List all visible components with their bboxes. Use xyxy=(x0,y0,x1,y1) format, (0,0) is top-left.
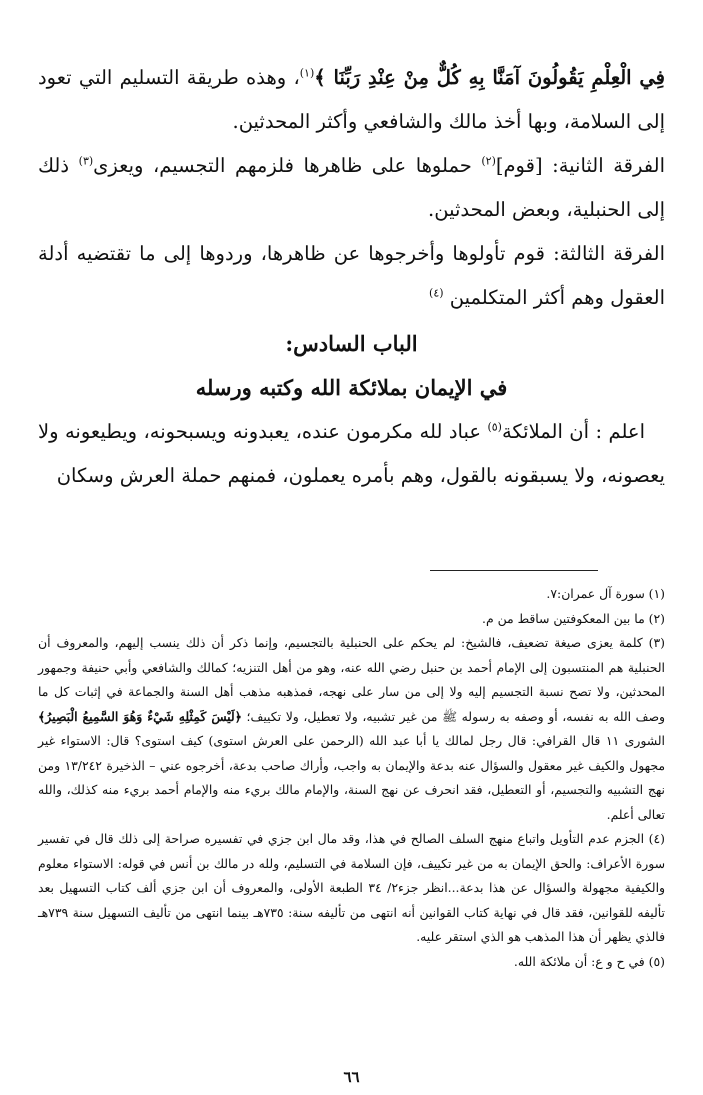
paragraph-2-text-c: ذلك إلى الحنبلية، وبعض المحدثين. xyxy=(38,154,665,221)
chapter-title: في الإيمان بملائكة الله وكتبه ورسله xyxy=(195,375,508,400)
footnotes xyxy=(38,582,665,974)
paragraph-2-text-b: حملوها على ظاهرها فلزمهم التجسيم، ويعزى xyxy=(93,154,482,177)
paragraph-3 xyxy=(38,232,665,320)
footnote-ref-5: (٥) xyxy=(487,420,502,434)
paragraph-4-text-b: عباد لله مكرمون عنده، يعبدونه ويسبحونه، ويطيعونه ولا يعصونه، ولا يسبقونه بالقول، وهم بأمره يعملون، فمنهم حملة العرش وسكان xyxy=(38,420,665,487)
footnote-divider xyxy=(430,570,598,571)
paragraph-2-text-a: الفرقة الثانية: [قوم] xyxy=(495,154,665,177)
footnote-ref-4: (٤) xyxy=(429,286,444,300)
footnote-3-text-b: الشورى ١١ قال القرافي: قال رجل لمالك يا أبا عبد الله (الرحمن على العرش استوى) كيف استوى؟ قال: الاستواء غير مجهول والكيف غير معقول والسؤال عنه بدعة والإيمان به واجب، وأراك صاحب بدعة، أخرجوه عني – الذخيرة ١٣/٢٤٢ ومن نهج التشبيه والتجسيم، أو التعطيل، فقد انحرف عن نهج السنة، والإمام مالك بريء منه والإمام أحمد بريء منه كذلك، والله تعالى أعلم. xyxy=(38,733,665,822)
paragraph-1 xyxy=(38,56,665,144)
paragraph-3-text: الفرقة الثالثة: قوم تأولوها وأخرجوها عن ظاهرها، وردوها إلى ما تقتضيه أدلة العقول وهم أكثر المتكلمين xyxy=(38,242,665,309)
footnote-4: (٤) الجزم عدم التأويل واتباع منهج السلف الصالح في هذا، وقد مال ابن جزي في تفسيره صراحة إلى ذلك قال في تفسير سورة الأعراف: والحق الإيمان به من غير تكييف، فإن السلامة في التسليم، ولله در مالك بن أنس في قوله: الاستواء معلوم والكيفية مجهولة والسؤال عن هذا بدعة...انظر جزء٢/ ٣٤ الطبعة الأولى، والمعروف أن ابن جزي ألف كتاب التسهيل بعد تأليفه للقوانين، فقد قال في نهاية كتاب القوانين أنه انتهى من تأليفه سنة: ٧٣٥هـ بينما انتهى من تأليف التسهيل سنة ٧٣٩هـ فالذي يظهر أن هذا المذهب هو الذي استقر عليه. xyxy=(38,831,665,944)
paragraph-1-text: ، وهذه طريقة التسليم التي تعود إلى السلامة، وبها أخذ مالك والشافعي وأكثر المحدثين. xyxy=(38,66,665,133)
footnote-3 xyxy=(38,631,665,827)
footnote-3-verse: ﴿لَيْسَ كَمِثْلِهِ شَيْءٌ وَهُوَ السَّمِيعُ الْبَصِيرُ﴾ xyxy=(38,708,242,724)
footnote-ref-1: (١) xyxy=(299,66,315,80)
footnote-5: (٥) في ح و ع: أن ملائكة الله. xyxy=(513,953,665,969)
paragraph-2 xyxy=(38,144,665,232)
paragraph-4-text-a: اعلم : أن الملائكة xyxy=(501,420,645,443)
main-text xyxy=(38,56,665,498)
quran-verse: فِي الْعِلْمِ يَقُولُونَ آمَنَّا بِهِ كُلٌّ مِنْ عِنْدِ رَبِّنَا ﴾ xyxy=(314,66,665,89)
footnote-3-text-a: (٣) كلمة يعزى صيغة تضعيف، فالشيخ: لم يحكم على الحنبلية بالتجسيم، وإنما ذكر أن ذلك ينسب إليهم، والمعروف أن الحنبلية هم المنتسبون إلى الإمام أحمد بن حنبل رضي الله عنه، وهو من أهل التنزيه؛ كمالك والشافعي وأبي حنيفة وجمهور المحدثين، ولا تصح نسبة التجسيم إليه ولا إلى من سار على نهجه، فمذهبه مذهب أهل السنة والجماعة في إثبات كل ما وصف الله به نفسه، أو وصفه به رسوله ﷺ من غير تشبيه، ولا تعطيل، ولا تكييف؛ xyxy=(38,635,665,724)
footnote-ref-2: (٢) xyxy=(481,154,496,168)
paragraph-4 xyxy=(38,410,665,498)
chapter-label: الباب السادس: xyxy=(285,331,418,356)
footnote-1: (١) سورة آل عمران:٧. xyxy=(546,586,665,601)
footnote-ref-3: (٣) xyxy=(78,154,94,168)
footnote-2: (٢) ما بين المعكوفتين ساقط من م. xyxy=(482,610,665,626)
page-number: ٦٦ xyxy=(343,1068,360,1086)
